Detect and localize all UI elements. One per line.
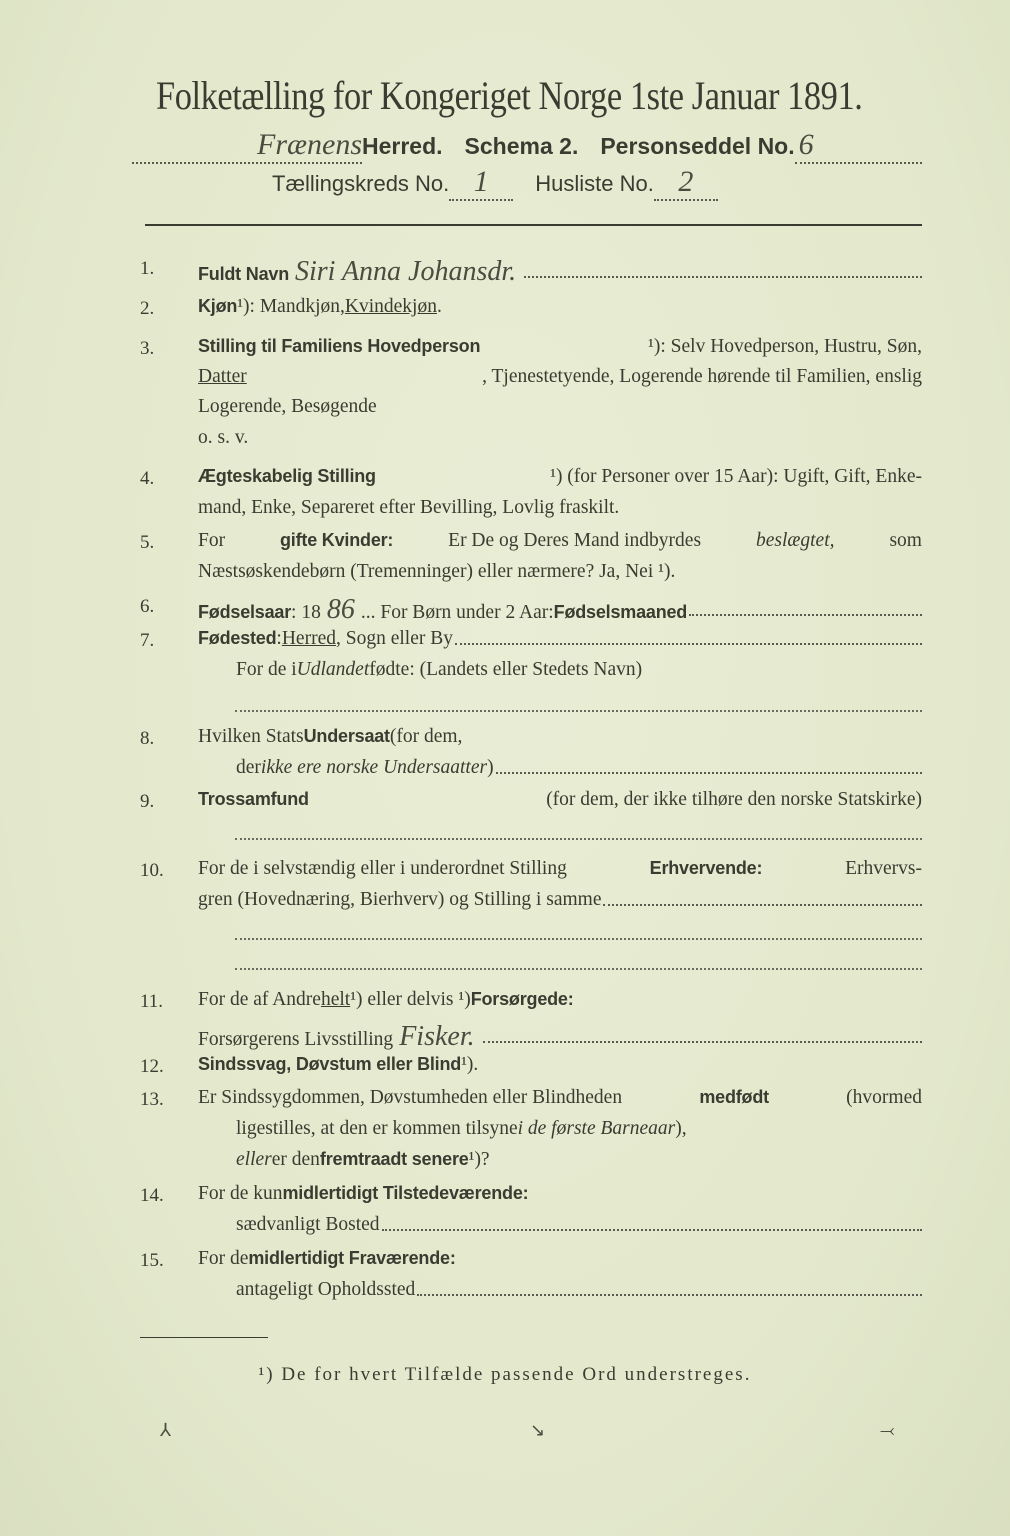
form-text: gren (Hovednæring, Bierhverv) og Stilling i samme [198,889,602,910]
header-row-kreds [272,165,718,201]
question-11-line [198,989,922,1011]
answer-field[interactable] [603,904,922,906]
question-8-line [198,726,922,748]
schema-label: Schema 2. [464,133,579,159]
question-number: 6. [140,596,155,617]
personseddel-field[interactable] [795,128,922,164]
question-7-line [198,628,922,650]
question-4-line [198,466,922,488]
corner-mark-right: ⤙ [880,1420,895,1440]
corner-mark-left: ⅄ [160,1420,171,1440]
form-text: : 18 [291,602,321,623]
form-text: i de første Barneaar [517,1118,676,1139]
form-text: antageligt Opholdssted [236,1279,416,1300]
form-text: Forsørgerens Livsstilling [198,1029,394,1050]
answer-field[interactable] [417,1294,922,1296]
question-14-line [236,1214,922,1236]
husliste-field[interactable] [654,165,718,201]
question-3-line [198,336,922,358]
form-text: Erhvervs- [845,858,922,879]
form-text: mand, Enke, Separeret efter Bevilling, Lovlig fraskilt. [198,497,620,518]
answer-field[interactable] [455,643,922,645]
answer-field[interactable] [524,276,922,278]
form-text: : [276,628,282,649]
blank-line-9[interactable] [235,838,922,840]
blank-line-10a[interactable] [235,938,922,940]
answer-field[interactable] [483,1041,922,1043]
question-number: 5. [140,532,155,553]
field-label: Fuldt Navn [198,264,289,284]
question-5-line [198,530,922,552]
question-number: 14. [140,1185,164,1206]
answer-field[interactable] [496,772,922,774]
form-text: Hvilken Stats [198,726,304,747]
form-text: , Tjenestetyende, Logerende hørende til Familien, enslig [482,366,922,387]
herred-field[interactable] [132,128,362,164]
form-text: For [198,530,226,551]
form-text: sædvanligt Bosted [236,1214,380,1235]
question-10-line [198,858,922,880]
form-text: der [236,757,261,778]
form-text: helt [320,989,351,1010]
question-3-line [198,366,922,388]
question-3-line [198,396,922,418]
form-text: ¹)? [468,1149,490,1170]
form-text: For de af Andre [198,989,321,1010]
question-10-line [198,889,922,911]
question-number: 8. [140,728,155,749]
question-4-line [198,497,922,519]
form-text: For de i selvstændig eller i underordnet Stilling [198,858,567,879]
question-number: 13. [140,1089,164,1110]
question-2-line [198,296,922,318]
question-13-line [236,1149,922,1171]
form-text: ikke ere norske Undersaatter [260,757,488,778]
question-7-line [236,659,922,681]
form-text: Herred [281,628,336,649]
form-text: beslægtet, [755,530,835,551]
form-text: eller [236,1149,272,1170]
question-8-line [236,757,922,779]
form-text: fødte: (Landets eller Stedets Navn) [369,659,643,680]
form-text: Udlandet [296,659,370,680]
field-label: Fødested [198,628,277,648]
form-title: Folketælling for Kongeriget Norge 1ste Januar 1891. [155,73,863,118]
form-text: Næstsøskendebørn (Tremenninger) eller nærmere? Ja, Nei ¹). [198,561,676,582]
question-14-line [198,1183,922,1205]
herred-label: Herred. [362,133,443,159]
question-13-line [236,1118,922,1140]
form-text: (for dem, [389,726,463,747]
handwritten-answer: 86 [326,594,355,625]
question-number: 10. [140,860,164,881]
form-text: For de [198,1248,249,1269]
question-5-line [198,561,922,583]
form-text: ), [675,1118,687,1139]
personseddel-value: 6 [798,128,814,161]
question-11-line [198,1021,922,1053]
question-13-line [198,1087,922,1109]
form-text: ¹) eller delvis ¹) [350,989,471,1010]
form-text: ligestilles, at den er kommen tilsyne [236,1118,518,1139]
answer-field[interactable] [382,1229,922,1231]
form-text: ) [487,757,494,778]
header-row-herred [132,128,922,164]
question-number: 3. [140,338,155,359]
question-12-line [198,1054,922,1076]
personseddel-label: Personseddel No. [600,133,795,159]
handwritten-answer: Fisker. [399,1021,475,1052]
handwritten-answer: Siri Anna Johansdr. [295,256,517,287]
blank-line-7[interactable] [235,710,922,712]
field-label: midlertidigt Fraværende: [248,1248,456,1268]
form-text: ¹): Selv Hovedperson, Hustru, Søn, [648,336,922,357]
kreds-label: Tællingskreds No. [272,171,450,196]
blank-line-10b[interactable] [235,968,922,970]
form-text: o. s. v. [198,427,249,448]
question-number: 4. [140,468,155,489]
question-number: 11. [140,991,164,1012]
question-number: 15. [140,1250,164,1271]
field-label: medfødt [699,1087,769,1107]
question-15-line [198,1248,922,1270]
form-text: er den [271,1149,320,1170]
form-text: (hvormed [846,1087,922,1108]
field-label: midlertidigt Tilstedeværende: [282,1183,529,1203]
form-text: For de i [236,659,297,680]
question-number: 9. [140,791,155,812]
question-6-line [198,594,922,626]
field-label: Kjøn [198,296,238,316]
form-text: For de kun [198,1183,283,1204]
question-1-line [198,256,922,288]
form-text: ¹). [461,1054,479,1075]
field-label: gifte Kvinder: [280,530,394,550]
question-number: 2. [140,298,155,319]
form-text: ¹) (for Personer over 15 Aar): Ugift, Gift, Enke- [550,466,922,487]
husliste-value: 2 [678,165,694,198]
field-label: Trossamfund [198,789,309,809]
field-label: Erhvervende: [649,858,763,878]
form-text: (for dem, der ikke tilhøre den norske Statskirke) [546,789,922,810]
answer-field[interactable] [689,614,922,616]
question-15-line [236,1279,922,1301]
field-label: Sindssvag, Døvstum eller Blind [198,1054,462,1074]
center-mark: ↘ [530,1420,546,1440]
kreds-field[interactable] [449,165,513,201]
footnote: ¹) De for hvert Tilfælde passende Ord understreges. [258,1364,752,1385]
husliste-label: Husliste No. [535,171,654,196]
field-label: Stilling til Familiens Hovedperson [198,336,481,356]
question-number: 7. [140,630,155,651]
field-label: Forsørgede: [470,989,574,1009]
field-label: Fødselsmaaned [553,602,688,622]
form-text: Logerende, Besøgende [198,396,377,417]
form-text: ... For Børn under 2 Aar: [360,602,554,623]
form-text: , Sogn eller By [335,628,453,649]
form-text: Kvindekjøn [344,296,437,317]
form-text: som [889,530,922,551]
form-text: . [436,296,442,317]
question-9-line [198,789,922,811]
herred-value: Frænens [257,128,362,161]
field-label: Fødselsaar [198,602,292,622]
footnote-divider [140,1337,268,1338]
form-text: Datter [198,366,247,387]
field-label: Undersaat [303,726,390,746]
header-divider [145,224,922,226]
question-number: 12. [140,1056,164,1077]
form-text: ¹): Mandkjøn, [237,296,345,317]
question-number: 1. [140,258,155,279]
field-label: fremtraadt senere [319,1149,469,1169]
field-label: Ægteskabelig Stilling [198,466,376,486]
question-3-line [198,427,922,449]
form-text: Er De og Deres Mand indbyrdes [448,530,702,551]
form-text: Er Sindssygdommen, Døvstumheden eller Blindheden [198,1087,623,1108]
kreds-value: 1 [473,165,489,198]
